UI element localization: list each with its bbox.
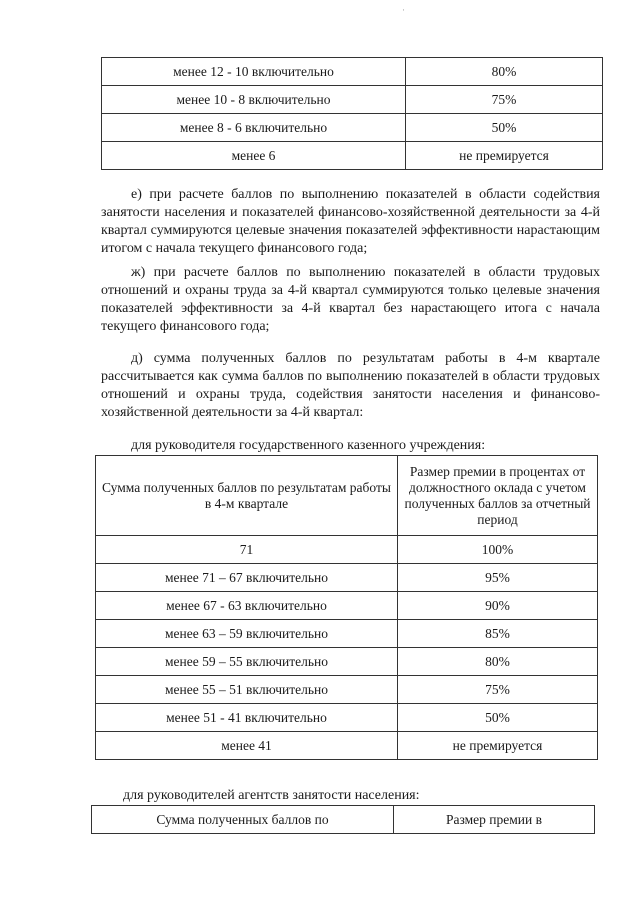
table-header-row: [96, 456, 598, 536]
score-range-cell: менее 41: [96, 732, 398, 760]
table-row: [102, 86, 603, 114]
score-range-cell: менее 67 - 63 включительно: [96, 592, 398, 620]
premium-table-state-institution: [95, 455, 598, 760]
caption-state-institution: для руководителя государственного казенного учреждения:: [131, 438, 486, 453]
premium-cell: не премируется: [398, 732, 598, 760]
paragraph-e: е) при расчете баллов по выполнению показателей в области содействия занятости населения и показателей финансово-хозяйственной деятельности за 4-й квартал суммируются целевые значения показателей эффективности нарастающим итогом с начала текущего финансового года;: [101, 187, 600, 256]
score-range-cell: менее 12 - 10 включительно: [102, 58, 406, 86]
table-row: [96, 676, 598, 704]
premium-cell: 85%: [398, 620, 598, 648]
table-row: [96, 536, 598, 564]
score-range-cell: менее 51 - 41 включительно: [96, 704, 398, 732]
premium-cell: 75%: [398, 676, 598, 704]
premium-cell: не премируется: [406, 142, 603, 170]
table-row: [96, 648, 598, 676]
header-premium-size: Размер премии в: [394, 806, 595, 834]
premium-cell: 80%: [398, 648, 598, 676]
score-range-cell: менее 71 – 67 включительно: [96, 564, 398, 592]
header-score-sum: Сумма полученных баллов по: [92, 806, 394, 834]
premium-cell: 50%: [398, 704, 598, 732]
score-range-cell: менее 63 – 59 включительно: [96, 620, 398, 648]
score-range-cell: менее 59 – 55 включительно: [96, 648, 398, 676]
caption-agencies: для руководителей агентств занятости населения:: [123, 788, 420, 803]
paragraph-zh: ж) при расчете баллов по выполнению показателей в области трудовых отношений и охраны труда за 4-й квартал суммируются только целевые значения показателей эффективности за 4-й квартал без нарастающего итога с начала текущего финансового года;: [101, 265, 600, 334]
table-row: [96, 592, 598, 620]
table-row: [102, 142, 603, 170]
score-range-cell: менее 10 - 8 включительно: [102, 86, 406, 114]
margin-mark: ·: [402, 5, 405, 15]
header-premium-size: Размер премии в процентах от должностного оклада с учетом полученных баллов за отчетный период: [398, 456, 598, 536]
premium-cell: 75%: [406, 86, 603, 114]
score-range-cell: менее 6: [102, 142, 406, 170]
paragraph-d: д) сумма полученных баллов по результатам работы в 4-м квартале рассчитывается как сумма баллов по выполнению показателей в области трудовых отношений и охраны труда, содействия занятости населения и финансово-хозяйственной деятельности за 4-й квартал:: [101, 351, 600, 420]
score-range-cell: менее 55 – 51 включительно: [96, 676, 398, 704]
premium-cell: 95%: [398, 564, 598, 592]
table-row: [96, 620, 598, 648]
premium-cell: 80%: [406, 58, 603, 86]
premium-cell: 50%: [406, 114, 603, 142]
premium-table-top: [101, 57, 603, 170]
premium-cell: 100%: [398, 536, 598, 564]
table-header-row: [92, 806, 595, 834]
table-row: [102, 114, 603, 142]
premium-table-agencies: [91, 805, 595, 834]
table-row: [96, 704, 598, 732]
header-score-sum: Сумма полученных баллов по результатам работы в 4-м квартале: [96, 456, 398, 536]
table-row: [102, 58, 603, 86]
premium-cell: 90%: [398, 592, 598, 620]
table-row: [96, 564, 598, 592]
score-range-cell: 71: [96, 536, 398, 564]
table-row: [96, 732, 598, 760]
score-range-cell: менее 8 - 6 включительно: [102, 114, 406, 142]
